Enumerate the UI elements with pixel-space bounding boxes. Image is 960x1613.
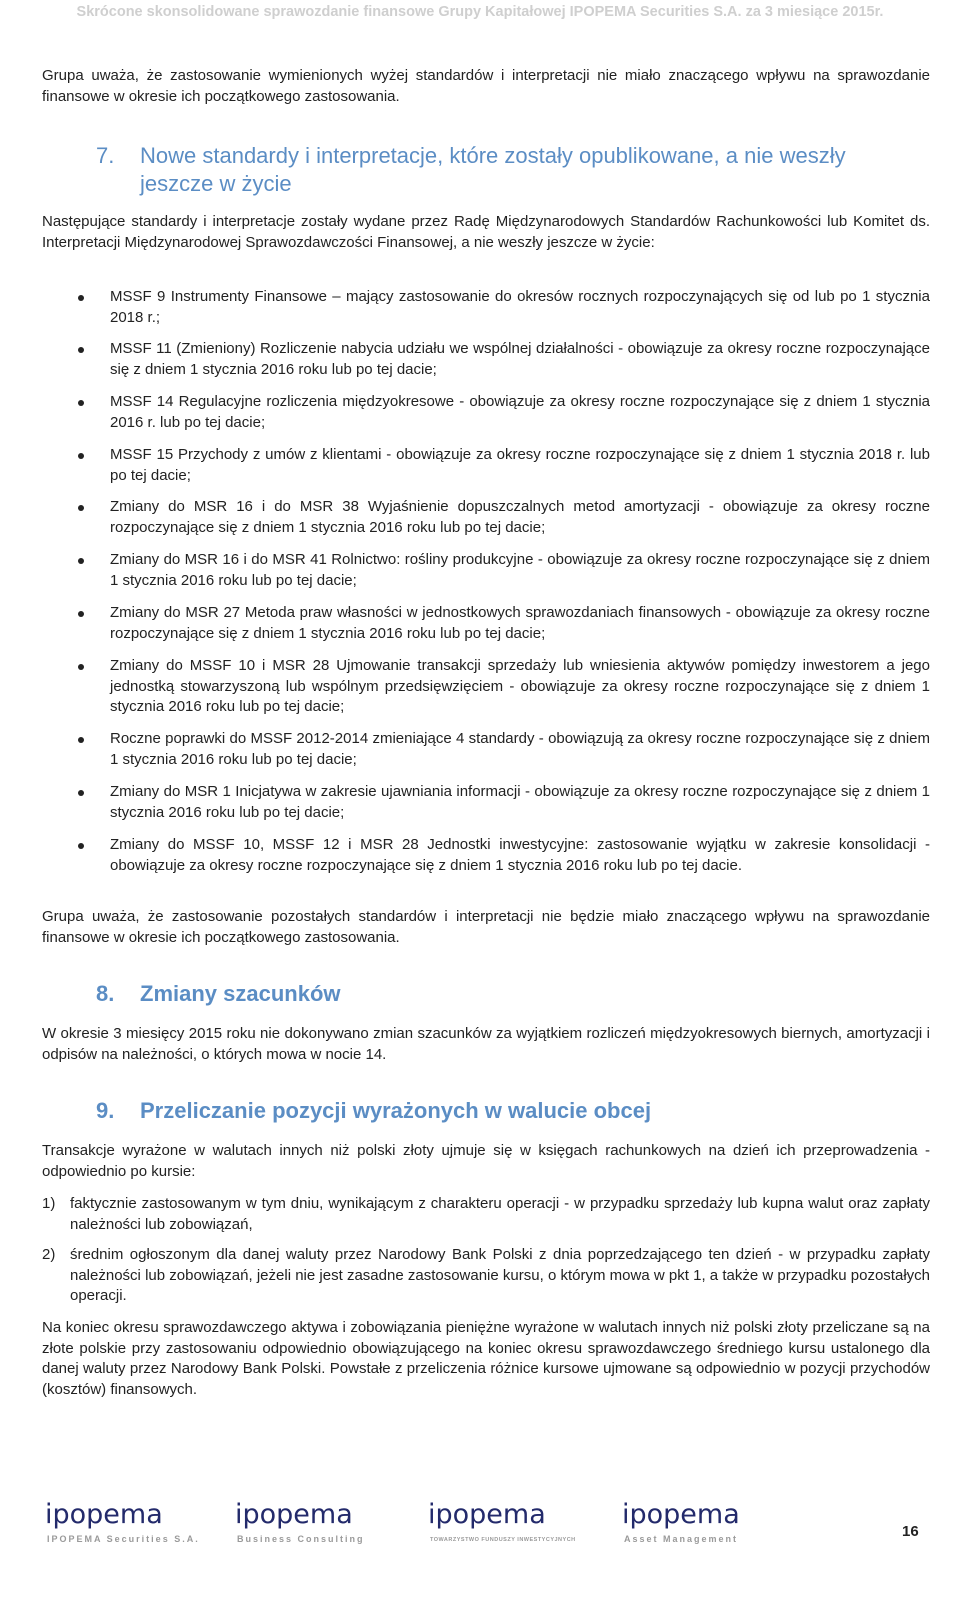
bullet-icon	[78, 505, 84, 511]
running-header: Skrócone skonsolidowane sprawozdanie finansowe Grupy Kapitałowej IPOPEMA Securities S.A. za 3 miesiące 2015r.	[76, 4, 884, 20]
section-9-lead: Transakcje wyrażone w walutach innych niż polski złoty ujmuje się w księgach rachunkowych na dzień ich przeprowadzenia - odpowiednio po kursie:	[42, 1142, 930, 1180]
logo-wordmark: ipopema	[45, 1499, 163, 1530]
section-9-closing: Na koniec okresu sprawozdawczego aktywa i zobowiązania pieniężne wyrażone w walutach innych niż polski złoty przeliczane są na złote polskie przy zastosowaniu odpowiednio obowiązującego na koniec okresu sprawozdawczego średniego kursu ustalonego dla danej waluty przez Narodowy Bank Polski. Powstałe z przeliczenia różnice kursowe ujmowane są odpowiednio w pozycji przychodów (kosztów) finansowych.	[42, 1319, 930, 1398]
bullet-icon	[78, 400, 84, 406]
section-7-closing: Grupa uważa, że zastosowanie pozostałych standardów i interpretacji nie będzie miało znaczącego wpływu na sprawozdanie finansowe w okresie ich początkowego zastosowania.	[42, 908, 930, 946]
ipopema-asset-management-logo	[622, 1500, 772, 1550]
ipopema-business-consulting-logo	[235, 1500, 385, 1550]
bullet-icon	[78, 347, 84, 353]
ipopema-securities-logo	[45, 1499, 200, 1550]
logo-wordmark: ipopema	[235, 1499, 353, 1530]
item-number: 2)	[42, 1246, 56, 1263]
list-item: MSSF 14 Regulacyjne rozliczenia międzyokresowe - obowiązuje za okresy roczne rozpoczynające się z dniem 1 stycznia 2016 r. lub po tej dacie;	[110, 393, 930, 431]
list-item: MSSF 9 Instrumenty Finansowe – mający zastosowanie do okresów rocznych rozpoczynających się od lub po 1 stycznia 2018 r.;	[110, 288, 930, 326]
list-item: Roczne poprawki do MSSF 2012-2014 zmieniające 4 standardy - obowiązują za okresy roczne rozpoczynające się z dniem 1 stycznia 2016 roku lub po tej dacie;	[110, 730, 930, 768]
bullet-icon	[78, 611, 84, 617]
bullet-icon	[78, 790, 84, 796]
list-item: MSSF 15 Przychody z umów z klientami - obowiązuje za okresy roczne rozpoczynające się z dniem 1 stycznia 2018 r. lub po tej dacie;	[110, 446, 930, 484]
page-number: 16	[902, 1523, 919, 1540]
ipopema-tfi-logo	[428, 1500, 578, 1550]
bullet-icon	[78, 664, 84, 670]
list-item: Zmiany do MSR 27 Metoda praw własności w jednostkowych sprawozdaniach finansowych - obowiązuje za okresy roczne rozpoczynające się z dniem 1 stycznia 2016 roku lub po tej dacie;	[110, 604, 930, 642]
list-item: Zmiany do MSR 16 i do MSR 38 Wyjaśnienie dopuszczalnych metod amortyzacji - obowiązuje za okresy roczne rozpoczynające się z dniem 1 stycznia 2016 roku lub po tej dacie;	[110, 498, 930, 536]
logo-subtitle: TOWARZYSTWO FUNDUSZY INWESTYCYJNYCH	[430, 1537, 576, 1543]
bullet-icon	[78, 737, 84, 743]
section-number: 8.	[96, 981, 115, 1006]
section-8-text: W okresie 3 miesięcy 2015 roku nie dokonywano zmian szacunków za wyjątkiem rozliczeń międzyokresowych biernych, amortyzacji i odpisów na należności, o których mowa w nocie 14.	[42, 1025, 930, 1063]
list-item: MSSF 11 (Zmieniony) Rozliczenie nabycia udziału we wspólnej działalności - obowiązuje za okresy roczne rozpoczynające się z dniem 1 stycznia 2016 roku lub po tej dacie;	[110, 340, 930, 378]
bullet-icon	[78, 558, 84, 564]
section-7-lead: Następujące standardy i interpretacje zostały wydane przez Radę Międzynarodowych Standardów Rachunkowości lub Komitet ds. Interpretacji Międzynarodowej Sprawozdawczości Finansowej, a nie weszły jeszcze w życie:	[42, 213, 930, 251]
item-number: 1)	[42, 1195, 56, 1212]
section-9-heading	[96, 1097, 930, 1125]
logo-wordmark: ipopema	[428, 1499, 546, 1530]
section-8-heading	[96, 980, 930, 1008]
logo-subtitle: IPOPEMA Securities S.A.	[47, 1534, 200, 1544]
section-title: Zmiany szacunków	[140, 981, 341, 1006]
logo-subtitle: Asset Management	[624, 1534, 739, 1544]
section-number: 9.	[96, 1098, 115, 1123]
list-item: Zmiany do MSR 16 i do MSR 41 Rolnictwo: rośliny produkcyjne - obowiązuje za okresy roczne rozpoczynające się z dniem 1 stycznia 2016 roku lub po tej dacie;	[110, 551, 930, 589]
section-title: Nowe standardy i interpretacje, które zostały opublikowane, a nie weszły jeszcze w życie	[140, 143, 846, 196]
list-item: Zmiany do MSSF 10, MSSF 12 i MSR 28 Jednostki inwestycyjne: zastosowanie wyjątku w zakresie konsolidacji - obowiązuje za okresy roczne rozpoczynające się z dniem 1 stycznia 2016 roku lub po tej dacie.	[110, 836, 930, 874]
logo-wordmark: ipopema	[622, 1499, 740, 1530]
intro-paragraph: Grupa uważa, że zastosowanie wymienionych wyżej standardów i interpretacji nie miało znaczącego wpływu na sprawozdanie finansowe w okresie ich początkowego zastosowania.	[42, 67, 930, 105]
list-item: Zmiany do MSR 1 Inicjatywa w zakresie ujawniania informacji - obowiązuje za okresy roczne rozpoczynające się z dniem 1 stycznia 2016 roku lub po tej dacie;	[110, 783, 930, 821]
list-item: średnim ogłoszonym dla danej waluty przez Narodowy Bank Polski z dnia poprzedzającego ten dzień - w przypadku zapłaty należności lub zobowiązań, jeżeli nie jest zasadne zastosowanie kursu, o którym mowa w pkt 1, a także w przypadku pozostałych operacji.	[70, 1246, 930, 1304]
list-item: Zmiany do MSSF 10 i MSR 28 Ujmowanie transakcji sprzedaży lub wniesienia aktywów pomiędzy inwestorem a jego jednostką stowarzyszoną lub wspólnym przedsięwzięciem - obowiązuje za okresy roczne rozpoczynające się z dniem 1 stycznia 2016 roku lub po tej dacie;	[110, 657, 930, 715]
footer	[0, 1500, 960, 1560]
bullet-icon	[78, 843, 84, 849]
list-item: faktycznie zastosowanym w tym dniu, wynikającym z charakteru operacji - w przypadku sprzedaży lub kupna walut oraz zapłaty należności lub zobowiązań,	[70, 1195, 930, 1233]
bullet-icon	[78, 295, 84, 301]
section-title: Przeliczanie pozycji wyrażonych w walucie obcej	[140, 1098, 652, 1123]
section-7-heading	[96, 142, 930, 198]
logo-subtitle: Business Consulting	[237, 1534, 365, 1544]
bullet-icon	[78, 453, 84, 459]
section-number: 7.	[96, 143, 115, 168]
